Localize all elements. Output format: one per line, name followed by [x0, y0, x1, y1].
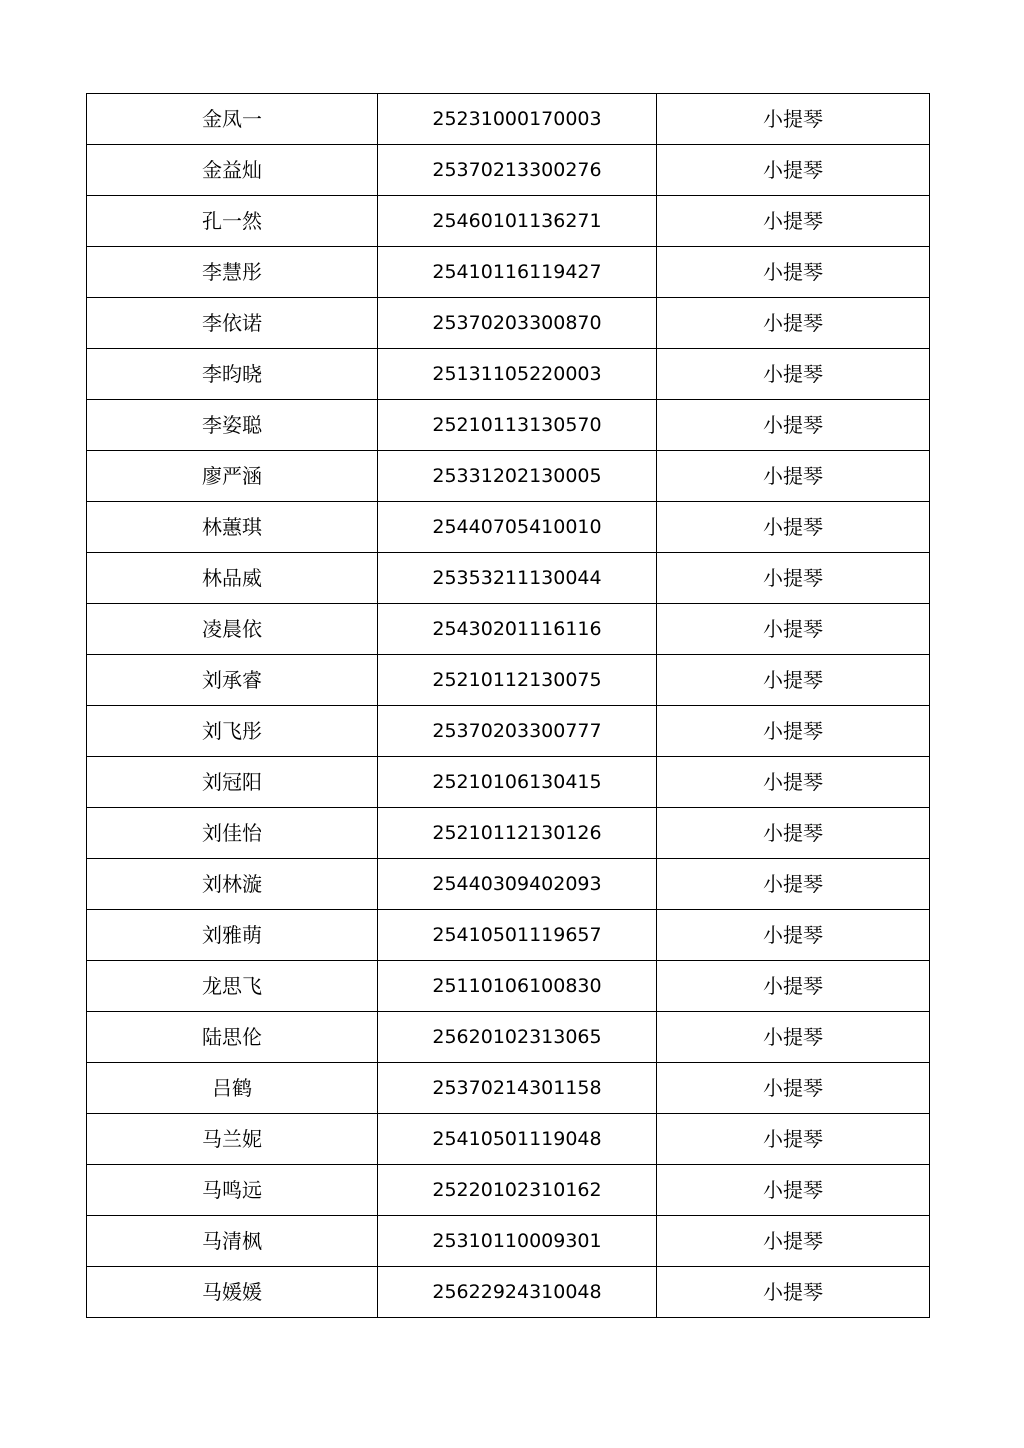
- student-name-cell: 刘冠阳: [87, 757, 378, 808]
- table-row: [87, 655, 930, 706]
- student-name-cell: 林蕙琪: [87, 502, 378, 553]
- student-name-cell: 刘林漩: [87, 859, 378, 910]
- table-row: [87, 1267, 930, 1318]
- instrument-cell: 小提琴: [657, 145, 930, 196]
- instrument-cell: 小提琴: [657, 1012, 930, 1063]
- student-name-cell: 李姿聪: [87, 400, 378, 451]
- student-name-cell: 金凤一: [87, 94, 378, 145]
- registration-number-cell: 25370214301158: [378, 1063, 657, 1114]
- table-row: [87, 1216, 930, 1267]
- table-row: [87, 1063, 930, 1114]
- student-name-cell: 李昀晓: [87, 349, 378, 400]
- instrument-cell: 小提琴: [657, 1165, 930, 1216]
- instrument-cell: 小提琴: [657, 94, 930, 145]
- instrument-cell: 小提琴: [657, 1114, 930, 1165]
- registration-number-cell: 25131105220003: [378, 349, 657, 400]
- instrument-cell: 小提琴: [657, 502, 930, 553]
- registration-number-cell: 25370213300276: [378, 145, 657, 196]
- registration-number-cell: 25210112130126: [378, 808, 657, 859]
- student-name-cell: 马兰妮: [87, 1114, 378, 1165]
- registration-number-cell: 25430201116116: [378, 604, 657, 655]
- registration-number-cell: 25460101136271: [378, 196, 657, 247]
- table-row: [87, 502, 930, 553]
- roster-table: [86, 93, 930, 1318]
- instrument-cell: 小提琴: [657, 859, 930, 910]
- student-name-cell: 龙思飞: [87, 961, 378, 1012]
- registration-number-cell: 25620102313065: [378, 1012, 657, 1063]
- table-row: [87, 298, 930, 349]
- student-name-cell: 凌晨依: [87, 604, 378, 655]
- instrument-cell: 小提琴: [657, 298, 930, 349]
- table-row: [87, 553, 930, 604]
- instrument-cell: 小提琴: [657, 196, 930, 247]
- registration-number-cell: 25622924310048: [378, 1267, 657, 1318]
- table-row: [87, 808, 930, 859]
- registration-number-cell: 25210106130415: [378, 757, 657, 808]
- student-name-cell: 刘承睿: [87, 655, 378, 706]
- student-name-cell: 廖严涵: [87, 451, 378, 502]
- instrument-cell: 小提琴: [657, 1063, 930, 1114]
- registration-number-cell: 25370203300870: [378, 298, 657, 349]
- registration-number-cell: 25331202130005: [378, 451, 657, 502]
- student-name-cell: 马媛媛: [87, 1267, 378, 1318]
- instrument-cell: 小提琴: [657, 1267, 930, 1318]
- table-row: [87, 451, 930, 502]
- student-name-cell: 马清枫: [87, 1216, 378, 1267]
- registration-number-cell: 25310110009301: [378, 1216, 657, 1267]
- registration-number-cell: 25410501119657: [378, 910, 657, 961]
- student-name-cell: 李慧彤: [87, 247, 378, 298]
- instrument-cell: 小提琴: [657, 706, 930, 757]
- registration-number-cell: 25231000170003: [378, 94, 657, 145]
- table-row: [87, 757, 930, 808]
- table-row: [87, 349, 930, 400]
- student-name-cell: 孔一然: [87, 196, 378, 247]
- table-row: [87, 706, 930, 757]
- table-row: [87, 196, 930, 247]
- instrument-cell: 小提琴: [657, 553, 930, 604]
- student-name-cell: 刘雅萌: [87, 910, 378, 961]
- instrument-cell: 小提琴: [657, 349, 930, 400]
- instrument-cell: 小提琴: [657, 910, 930, 961]
- registration-number-cell: 25210112130075: [378, 655, 657, 706]
- student-name-cell: 金益灿: [87, 145, 378, 196]
- table-row: [87, 1012, 930, 1063]
- registration-number-cell: 25410501119048: [378, 1114, 657, 1165]
- registration-number-cell: 25440309402093: [378, 859, 657, 910]
- student-name-cell: 陆思伦: [87, 1012, 378, 1063]
- student-name-cell: 马鸣远: [87, 1165, 378, 1216]
- student-name-cell: 李依诺: [87, 298, 378, 349]
- roster-table-body: [87, 94, 930, 1318]
- table-row: [87, 247, 930, 298]
- registration-number-cell: 25370203300777: [378, 706, 657, 757]
- instrument-cell: 小提琴: [657, 400, 930, 451]
- student-name-cell: 刘飞彤: [87, 706, 378, 757]
- table-row: [87, 961, 930, 1012]
- instrument-cell: 小提琴: [657, 604, 930, 655]
- table-row: [87, 400, 930, 451]
- registration-number-cell: 25410116119427: [378, 247, 657, 298]
- table-row: [87, 145, 930, 196]
- student-name-cell: 吕鹤: [87, 1063, 378, 1114]
- instrument-cell: 小提琴: [657, 247, 930, 298]
- table-row: [87, 1114, 930, 1165]
- table-row: [87, 604, 930, 655]
- instrument-cell: 小提琴: [657, 808, 930, 859]
- registration-number-cell: 25440705410010: [378, 502, 657, 553]
- student-name-cell: 林品威: [87, 553, 378, 604]
- instrument-cell: 小提琴: [657, 757, 930, 808]
- table-row: [87, 1165, 930, 1216]
- registration-number-cell: 25353211130044: [378, 553, 657, 604]
- registration-number-cell: 25110106100830: [378, 961, 657, 1012]
- instrument-cell: 小提琴: [657, 451, 930, 502]
- table-row: [87, 94, 930, 145]
- registration-number-cell: 25220102310162: [378, 1165, 657, 1216]
- table-row: [87, 910, 930, 961]
- instrument-cell: 小提琴: [657, 655, 930, 706]
- registration-number-cell: 25210113130570: [378, 400, 657, 451]
- table-row: [87, 859, 930, 910]
- student-name-cell: 刘佳怡: [87, 808, 378, 859]
- instrument-cell: 小提琴: [657, 1216, 930, 1267]
- instrument-cell: 小提琴: [657, 961, 930, 1012]
